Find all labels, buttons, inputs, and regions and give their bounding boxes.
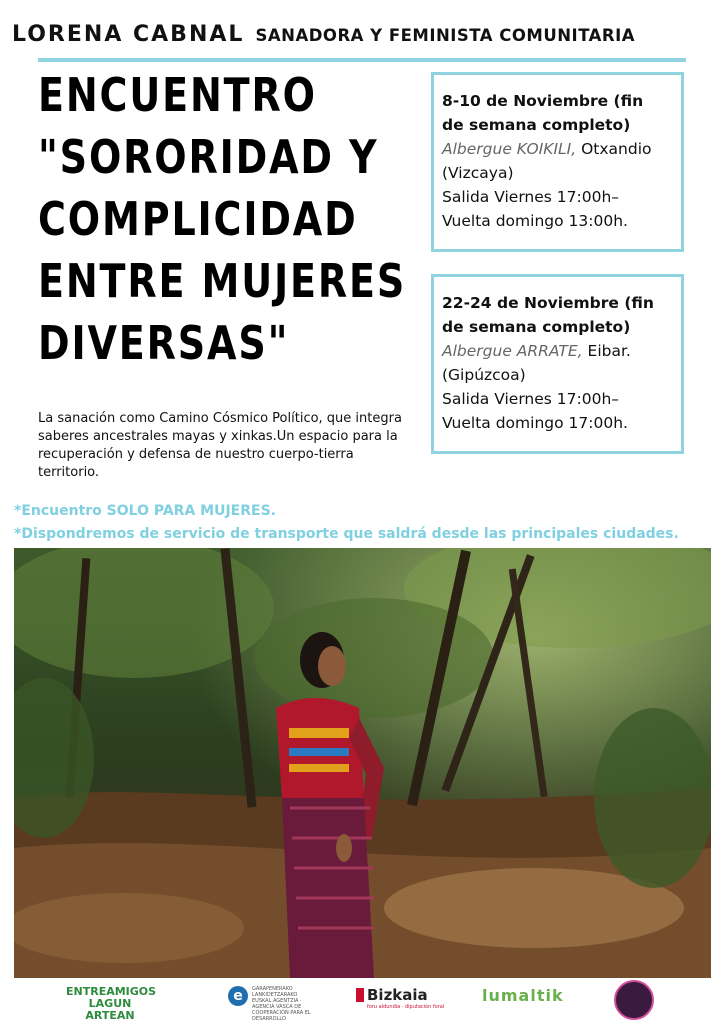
event-description: La sanación como Camino Cósmico Político, que integra saberes ancestrales mayas y xinkas.Un espacio para la recuperación y defensa de nuestro cuerpo-tierra territorio. [38,411,402,480]
notes [14,500,714,546]
event-date: 22-24 de Noviembre (fin de semana completo) [442,294,654,336]
event-return: Vuelta domingo 13:00h. [442,212,628,230]
agency-small-text: GARAPENERAKO LANKIDETZARAKO EUSKAL AGENTZIA · AGENCIA VASCA DE COOPERACIÓN PARA EL DESARROLLO [252,986,311,1022]
header [12,22,712,52]
forest-photo-illustration [14,548,711,978]
event-title [38,64,407,374]
sponsor-logos [0,978,724,1024]
event-departure: Salida Viernes 17:00h– [442,188,620,206]
elkarlan-agency-logo [228,986,328,1022]
entreamigos-line2: LAGUN ARTEAN [85,997,135,1022]
venue-place: Otxandio (Vizcaya) [442,140,652,182]
speaker-role: SANADORA Y FEMINISTA COMUNITARIA [255,26,636,45]
title-line: COMPLICIDAD [38,192,358,246]
note-transport: *Dispondremos de servicio de transporte que saldrá desde las principales ciudades. [14,526,679,542]
event-box-2 [431,274,684,454]
event-venue [442,339,669,387]
title-line: ENTRE MUJERES [38,254,407,308]
title-line: ENCUENTRO [38,68,317,122]
bizkaia-label: Bizkaia [367,986,428,1004]
title-line: DIVERSAS" [38,316,290,370]
event-box-1 [431,72,684,252]
event-return: Vuelta domingo 17:00h. [442,414,628,432]
event-date: 8-10 de Noviembre (fin de semana completo) [442,92,644,134]
event-departure: Salida Viernes 17:00h– [442,390,620,408]
photo-woman-in-forest [14,548,711,978]
bizkaia-logo [356,986,444,1010]
bizkaia-flag-icon [356,988,364,1002]
title-line: "SORORIDAD Y [38,130,379,184]
entreamigos-logo [66,985,157,1022]
lumaltik-logo: lumaltik [482,986,564,1005]
note-women-only: *Encuentro SOLO PARA MUJERES. [14,503,276,519]
speaker-name: LORENA CABNAL [12,22,245,47]
venue-name: Albergue ARRATE, [442,342,583,360]
e-icon: e [228,986,248,1006]
venue-name: Albergue KOIKILI, [442,140,577,158]
bizkaia-sub: foru aldundia · diputación foral [367,1004,445,1010]
entreamigos-line1: ENTREAMIGOS [66,985,157,998]
event-venue [442,137,669,185]
derechos-humanos-seal-icon [614,980,654,1020]
header-divider [38,58,686,62]
venue-place: Eibar. (Gipúzcoa) [442,342,631,384]
